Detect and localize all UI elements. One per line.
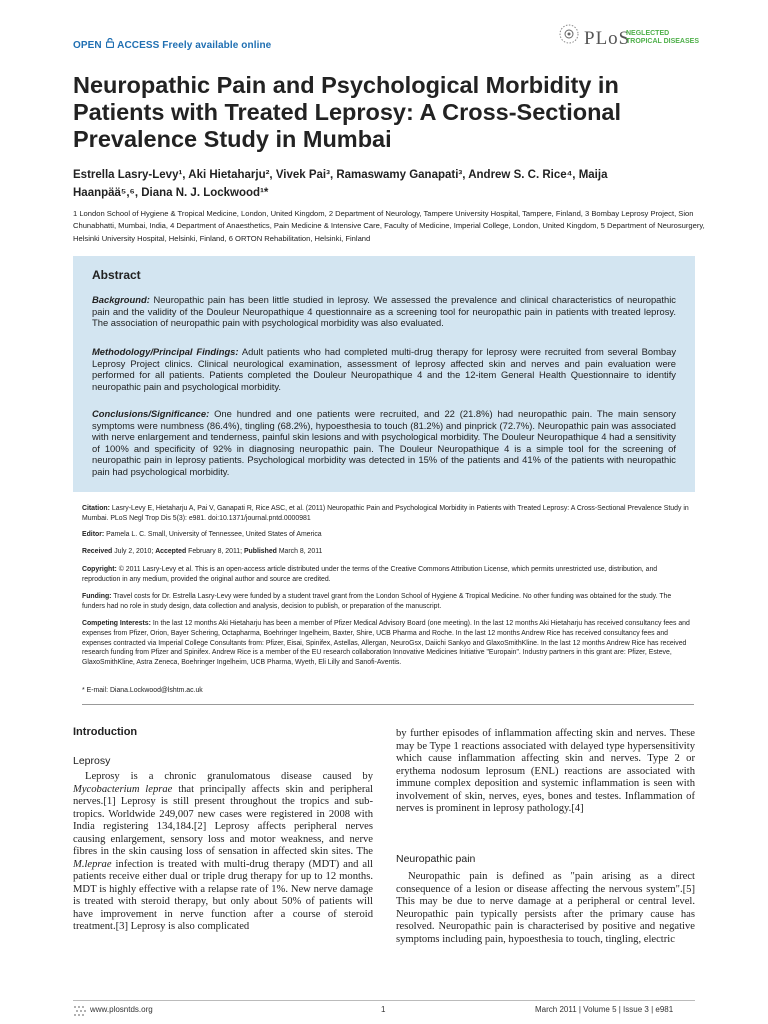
right-column-paragraph-2: Neuropathic pain is defined as "pain arising as a direct consequence of a lesion or disease affecting the nervous system".[5] This may be due to nerve damage at a peripheral or central level. Neuropathic pain typically persists after the primary cause has resolved. Neuropathic pain is characterised by positive and negative symptoms including pain, hypoesthesia to touch, tingling, electric: [396, 871, 695, 945]
citation: [82, 504, 690, 524]
abstract-background: [92, 294, 676, 329]
open-label: OPEN: [73, 40, 102, 51]
species-abbrev: M.leprae: [73, 858, 112, 870]
received-date: July 2, 2010;: [114, 548, 154, 555]
journal-url[interactable]: www.plosntds.org: [90, 1005, 153, 1014]
leprosy-text-c: infection is treated with multi-drug therapy (MDT) and all patients receive either dual or triple drug therapy for up to 12 months. MDT is highly effective with a relapse rate of 1%. New nerve damage is treated with steroid therapy, but only about 50% of patients will have improvement in nerve function after a course of steroid treatment.[3] Leprosy is also complicated: [73, 858, 373, 932]
editor-label: Editor:: [82, 531, 105, 538]
leprosy-text-b: that principally affects skin and peripheral nerves.[1] Leprosy is still present throughout the tropics and sub-tropics. Worldwide 249,007 new cases were registered in 2008 with India registering 134,184.[2] Leprosy affects peripheral nerves causing enlargement, sensory loss and motor weakness, and nerve fibres in the skin causing loss of sensation in affected skin sites. The: [73, 783, 373, 857]
journal-sub-line2: TROPICAL DISEASES: [626, 38, 699, 45]
access-label: ACCESS Freely available online: [117, 40, 272, 51]
background-label: Background:: [92, 294, 150, 305]
leprosy-heading: Leprosy: [73, 755, 111, 767]
author-list: [73, 166, 713, 202]
plos-footer-icon: [73, 1004, 87, 1022]
conclusions-text: One hundred and one patients were recruited, and 22 (21.8%) had neuropathic pain. The main sensory symptoms were numbness (86.4%), tingling (68.2%), hypoesthesia to touch (81.2%) and pinprick (72.7%). Neuropathic pain was associated with nerve enlargement and tenderness, painful skin lesions and with psychological morbidity. The Douleur Neuropathique 4 had a sensitivity of 100% and specificity of 92% in diagnosing neuropathic pain. The Douleur Neuropathique 4 is a simple tool for the screening of neuropathic pain in leprosy patients. Psychological morbidity was detected in 15% of the patients and 41% of the patients with neuropathic pain had psychological morbidity.: [92, 408, 676, 477]
journal-sub-line1: NEGLECTED: [626, 30, 670, 37]
published-date: March 8, 2011: [278, 548, 323, 555]
journal-subtitle: [626, 30, 699, 46]
published-label: Published: [243, 548, 277, 555]
article-title: Neuropathic Pain and Psychological Morbidity in Patients with Treated Leprosy: A Cross-Sectional Prevalence Study in Mumbai: [73, 72, 622, 152]
right-column-paragraph-1: by further episodes of inflammation affecting skin and nerves. These may be Type 1 reactions associated with delayed type hypersensitivity which cause inflammation affecting skin and nerves. Type 2 or erythema nodosum leprosum (ENL) reactions are associated with immune complex deposition and systemic inflammation is seen with involvement of skin, nerves, eyes, bones and testes. Inflammation of nerves is prominent in leprosy pathology.[4]: [396, 728, 695, 814]
footer-divider: [73, 1000, 695, 1001]
species-name: Mycobacterium leprae: [73, 783, 173, 795]
meta-divider: [82, 704, 694, 705]
leprosy-text-a: Leprosy is a chronic granulomatous disease caused by: [85, 771, 373, 782]
abstract-heading: Abstract: [92, 268, 141, 282]
competing-interests: [82, 619, 690, 668]
leprosy-paragraph: [73, 771, 373, 934]
author-line-1: Estrella Lasry-Levy¹, Aki Hietaharju², Vivek Pai³, Ramaswamy Ganapati³, Andrew S. C. Rice⁴, Maija: [73, 169, 608, 181]
editor: [82, 530, 690, 540]
issue-info: March 2011 | Volume 5 | Issue 3 | e981: [535, 1005, 674, 1014]
affiliations: 1 London School of Hygiene & Tropical Medicine, London, United Kingdom, 2 Department of Neurology, Tampere University Hospital, Tampere, Finland, 3 Bombay Leprosy Project, Sion Chunabhatti, Mumbai, India, 4 Department of Anaesthetics, Pain Medicine & Intensive Care, Faculty of Medicine, Imperial College, London, United Kingdom, 5 Department of Neurosurgery, Helsinki University Hospital, Helsinki, Finland, 6 ORTON Rehabilitation, Helsinki, Finland: [73, 209, 705, 243]
funding: [82, 592, 690, 612]
page-number: 1: [381, 1005, 386, 1014]
methods-label: Methodology/Principal Findings:: [92, 346, 239, 357]
funding-label: Funding:: [82, 593, 112, 600]
neuropathic-pain-heading: Neuropathic pain: [396, 853, 476, 865]
competing-label: Competing Interests:: [82, 620, 151, 627]
accepted-date: February 8, 2011;: [188, 548, 243, 555]
dates: [82, 547, 690, 557]
abstract-conclusions: [92, 408, 676, 478]
open-lock-icon: [106, 38, 114, 51]
funding-text: Travel costs for Dr. Estrella Lasry-Levy were funded by a student travel grant from the London School of Hygiene & Tropical Medicine. No other funding was obtained for the study. The funders had no role in study design, data collection and analysis, decision to publish, or preparation of the manuscript.: [82, 593, 672, 610]
correspondence-email: * E-mail: Diana.Lockwood@lshtm.ac.uk: [82, 687, 203, 694]
editor-text: Pamela L. C. Small, University of Tennessee, United States of America: [106, 531, 322, 538]
author-line-2: Haanpää⁵,⁶, Diana N. J. Lockwood¹*: [73, 187, 269, 199]
copyright-text: © 2011 Lasry-Levy et al. This is an open-access article distributed under the terms of the Creative Commons Attribution License, which permits unrestricted use, distribution, and reproduction in any medium, provided the original author and source are credited.: [82, 566, 658, 583]
copyright-label: Copyright:: [82, 566, 117, 573]
introduction-heading: Introduction: [73, 726, 138, 738]
journal-logo: PLoS: [584, 28, 631, 49]
background-text: Neuropathic pain has been little studied in leprosy. We assessed the prevalence and clinical characteristics of neuropathic pain and the validity of the Douleur Neuropathique 4 questionnaire as a screening tool for neuropathic pain in patients with treated leprosy. The association of neuropathic pain with psychological morbidity was also evaluated.: [92, 294, 676, 329]
copyright: [82, 565, 690, 585]
received-label: Received: [82, 548, 113, 555]
open-access-banner: [73, 38, 271, 51]
abstract-methods: [92, 346, 676, 392]
methods-text: Adult patients who had completed multi-drug therapy for leprosy were recruited from several Bombay Leprosy Project clinics. Clinical neurological examination, assessment of leprosy affected skin and nerves and pain evaluation were performed for all patients. Patients completed the Douleur Neuropathique 4 and the 12-item General Health Questionnaire to identify neuropathic pain and psychological morbidity.: [92, 346, 677, 392]
conclusions-label: Conclusions/Significance:: [92, 408, 210, 419]
accepted-label: Accepted: [155, 548, 187, 555]
plos-logo-icon: [556, 21, 582, 52]
citation-label: Citation:: [82, 505, 110, 512]
competing-text: In the last 12 months Aki Hietaharju has been a member of Pfizer Medical Advisory Board (one meeting). In the last 12 months Aki Hietaharju has received consultancy fees and expenses from Pfizer, Orion, Bayer Schering, Octapharma, Boehringer Ingelheim, Baxter, Shire, UCB Pharma and Roche. In the last 12 months Andrew Rice has received consultancy fees and expenses contracted via Imperial College Consultants from: Pfizer, Eisai, Spinifex, Astellas, Allergan, NeuroGsx, Daiichi Sankyo and GlaxoSmithKline. In the last 12 months Andrew Rice has received research funding from Pfizer and Spinifex. Andrew Rice is a member of the EU research collaboration Innovative Medicines Initiative "Europain". Industry partners in this grant are: Pfizer, Esteve, GlaxoSmithKline, Astra Zeneca, Boehringer Ingelheim, UCB Pharma, Wyeth, Eli Lilly and Sanofi-Aventis.: [82, 620, 690, 667]
citation-text: Lasry-Levy E, Hietaharju A, Pai V, Ganapati R, Rice ASC, et al. (2011) Neuropathic Pain and Psychological Morbidity in Patients with Treated Leprosy: A Cross-Sectional Prevalence Study in Mumbai. PLoS Negl Trop Dis 5(3): e981. doi:10.1371/journal.pntd.0000981: [82, 505, 689, 522]
